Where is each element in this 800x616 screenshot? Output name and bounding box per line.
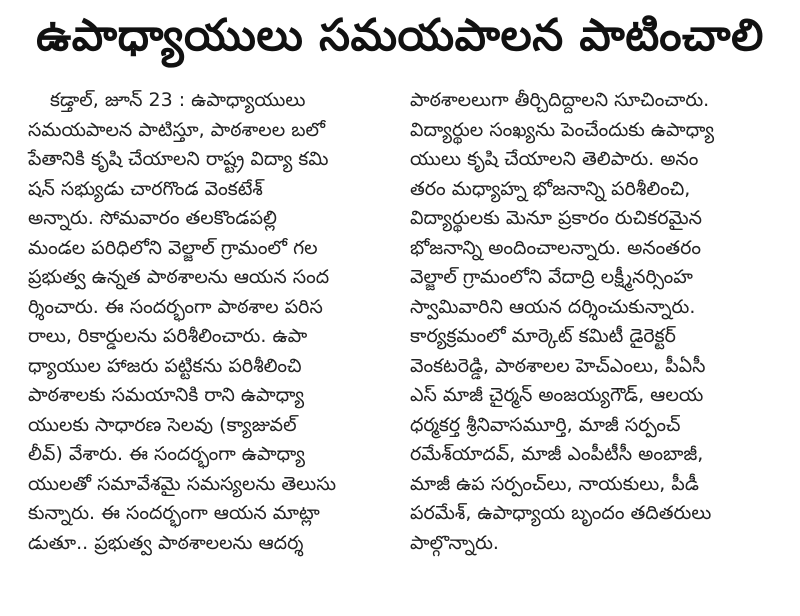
body-text-line: మాజీ ఉప సర్పంచ్‌లు, నాయకులు, పీడీ — [410, 472, 699, 495]
body-text-line: కార్యక్రమంలో మార్కెట్ కమిటీ డైరెక్టర్ — [410, 325, 676, 347]
body-text-line: పాఠశాలలుగా తీర్చిదిద్దాలని సూచించారు. — [410, 89, 710, 111]
article-column-right — [410, 86, 785, 558]
body-text-line: పేతానికి కృషి చేయాలని రాష్ట్ర విద్యా కమి — [28, 148, 329, 170]
body-text-line: రమేశ్‌యాదవ్, మాజీ ఎంపీటీసీ అంబాజీ, — [410, 443, 704, 465]
body-text-line: లీవ్) వేశారు. ఈ సందర్భంగా ఉపాధ్యా — [28, 443, 305, 465]
body-text-line: ధ్యాయుల హాజరు పట్టికను పరిశీలించి — [28, 354, 302, 377]
body-text-line: ఎస్ మాజీ చైర్మన్ అంజయ్యగౌడ్, ఆలయ — [410, 384, 704, 406]
body-text-line: తరం మధ్యాహ్న భోజనాన్ని పరిశీలించి, — [410, 177, 691, 200]
body-text-line: ప్రభుత్వ ఉన్నత పాఠశాలను ఆయన సంద — [28, 266, 330, 288]
body-text-line: కున్నారు. ఈ సందర్భంగా ఆయన మాట్లా — [28, 502, 320, 524]
body-text-line: మండల పరిధిలోని వెల్జాల్ గ్రామంలో గల — [28, 236, 318, 259]
body-text-line: అన్నారు. సోమవారం తలకొండపల్లి — [28, 207, 277, 229]
body-text-line: పాఠశాలకు సమయానికి రాని ఉపాధ్యా — [28, 384, 305, 406]
body-text-line: పాల్గొన్నారు. — [410, 531, 499, 554]
body-text-line: పరమేశ్, ఉపాధ్యాయ బృందం తదితరులు — [410, 502, 712, 524]
body-text-line: వెల్జాల్ గ్రామంలోని వేదాద్రి లక్ష్మీనర్సింహ — [410, 266, 693, 288]
body-text-line: యులకు సాధారణ సెలవు (క్యాజువల్ — [28, 413, 297, 436]
article-headline: ఉపాధ్యాయులు సమయపాలన పాటించాలి — [36, 10, 764, 61]
body-text-line: రాలు, రికార్డులను పరిశీలించారు. ఉపా — [28, 325, 308, 347]
body-text-line: యులతో సమావేశమై సమస్యలను తెలుసు — [28, 472, 337, 495]
body-text-line: వెంకటరెడ్డి, పాఠశాలల హెచ్‌ఎంలు, పీఏసీ — [410, 354, 706, 377]
article-column-left — [28, 86, 378, 558]
body-text-line: డుతూ.. ప్రభుత్వ పాఠశాలలను ఆదర్శ — [28, 531, 304, 554]
body-text-line: విద్యార్థులకు మెనూ ప్రకారం రుచికరమైన — [410, 207, 702, 229]
body-text-line: ధర్మకర్త శ్రీనివాసమూర్తి, మాజీ సర్పంచ్ — [410, 413, 681, 436]
body-text-line: సమయపాలన పాటిస్తూ, పాఠశాలల బలో — [28, 118, 326, 141]
body-text-line: కడ్తాల్, జూన్ 23 : ఉపాధ్యాయులు — [50, 89, 306, 111]
body-text-line: భోజనాన్ని అందించాలన్నారు. అనంతరం — [410, 236, 701, 259]
body-text-line: యులు కృషి చేయాలని తెలిపారు. అనం — [410, 148, 699, 170]
body-text-line: షన్ సభ్యుడు చారగొండ వెంకటేశ్ — [28, 177, 263, 200]
body-text-line: స్వామివారిని ఆయన దర్శించుకున్నారు. — [410, 295, 696, 318]
body-text-line: ర్శించారు. ఈ సందర్భంగా పాఠశాల పరిస — [28, 295, 323, 318]
body-text-line: విద్యార్థుల సంఖ్యను పెంచేందుకు ఉపాధ్యా — [410, 118, 715, 141]
